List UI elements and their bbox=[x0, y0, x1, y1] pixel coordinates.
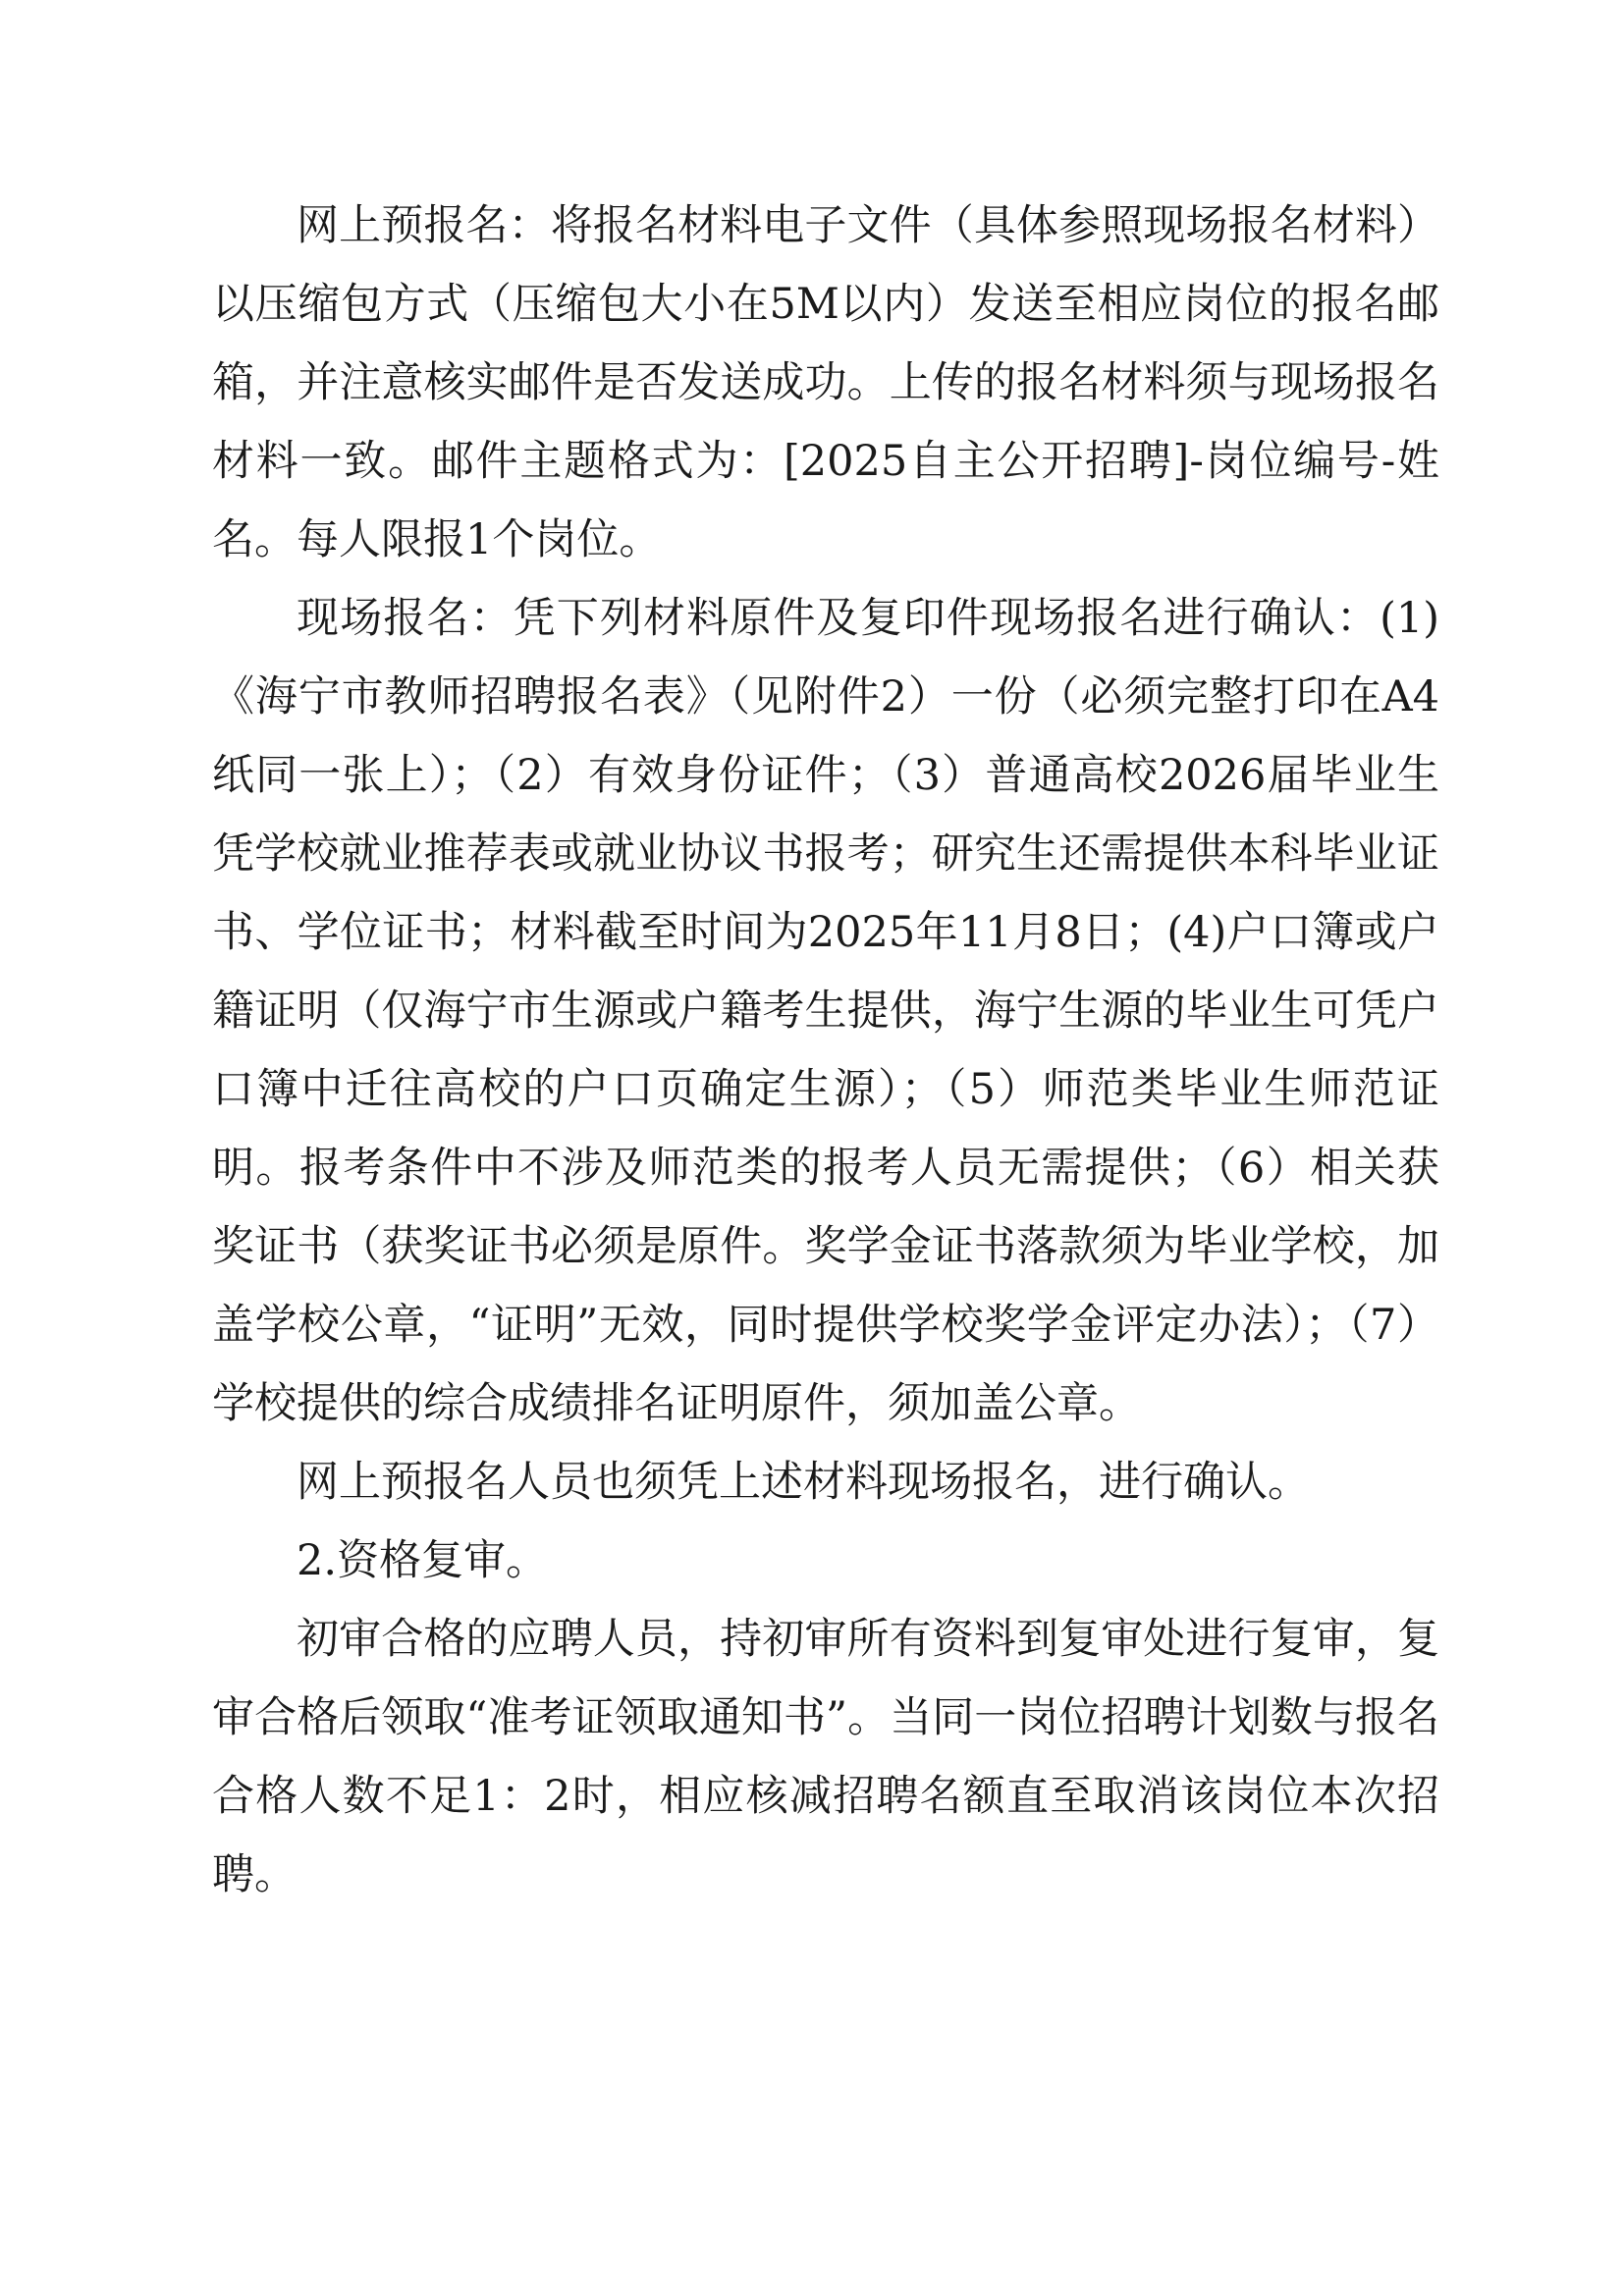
paragraph-online-preregistration: 网上预报名：将报名材料电子文件（具体参照现场报名材料）以压缩包方式（压缩包大小在5M以内）发送至相应岗位的报名邮箱，并注意核实邮件是否发送成功。上传的报名材料须与现场报名材料一致。邮件主题格式为：[2025自主公开招聘]-岗位编号-姓名。每人限报1个岗位。 bbox=[212, 201, 1439, 564]
paragraph-confirmation-note: 网上预报名人员也须凭上述材料现场报名，进行确认。 bbox=[297, 1458, 1310, 1507]
document-body bbox=[212, 187, 1439, 1914]
paragraph-review-process: 初审合格的应聘人员，持初审所有资料到复审处进行复审，复审合格后领取“准考证领取通知书”。当同一岗位招聘计划数与报名合格人数不足1：2时，相应核减招聘名额直至取消该岗位本次招聘。 bbox=[212, 1615, 1439, 1899]
section-heading-qualification-review: 2.资格复审。 bbox=[297, 1536, 549, 1585]
paragraph-onsite-registration: 现场报名：凭下列材料原件及复印件现场报名进行确认：(1)《海宁市教师招聘报名表》（见附件2）一份（必须完整打印在A4纸同一张上）；（2）有效身份证件；（3）普通高校2026届毕业生凭学校就业推荐表或就业协议书报考；研究生还需提供本科毕业证书、学位证书；材料截至时间为2025年11月8日；(4)户口簿或户籍证明（仅海宁市生源或户籍考生提供，海宁生源的毕业生可凭户口簿中迁往高校的户口页确定生源）；（5）师范类毕业生师范证明。报考条件中不涉及师范类的报考人员无需提供；（6）相关获奖证书（获奖证书必须是原件。奖学金证书落款须为毕业学校，加盖学校公章，“证明”无效，同时提供学校奖学金评定办法）；（7）学校提供的综合成绩排名证明原件，须加盖公章。 bbox=[212, 594, 1439, 1428]
